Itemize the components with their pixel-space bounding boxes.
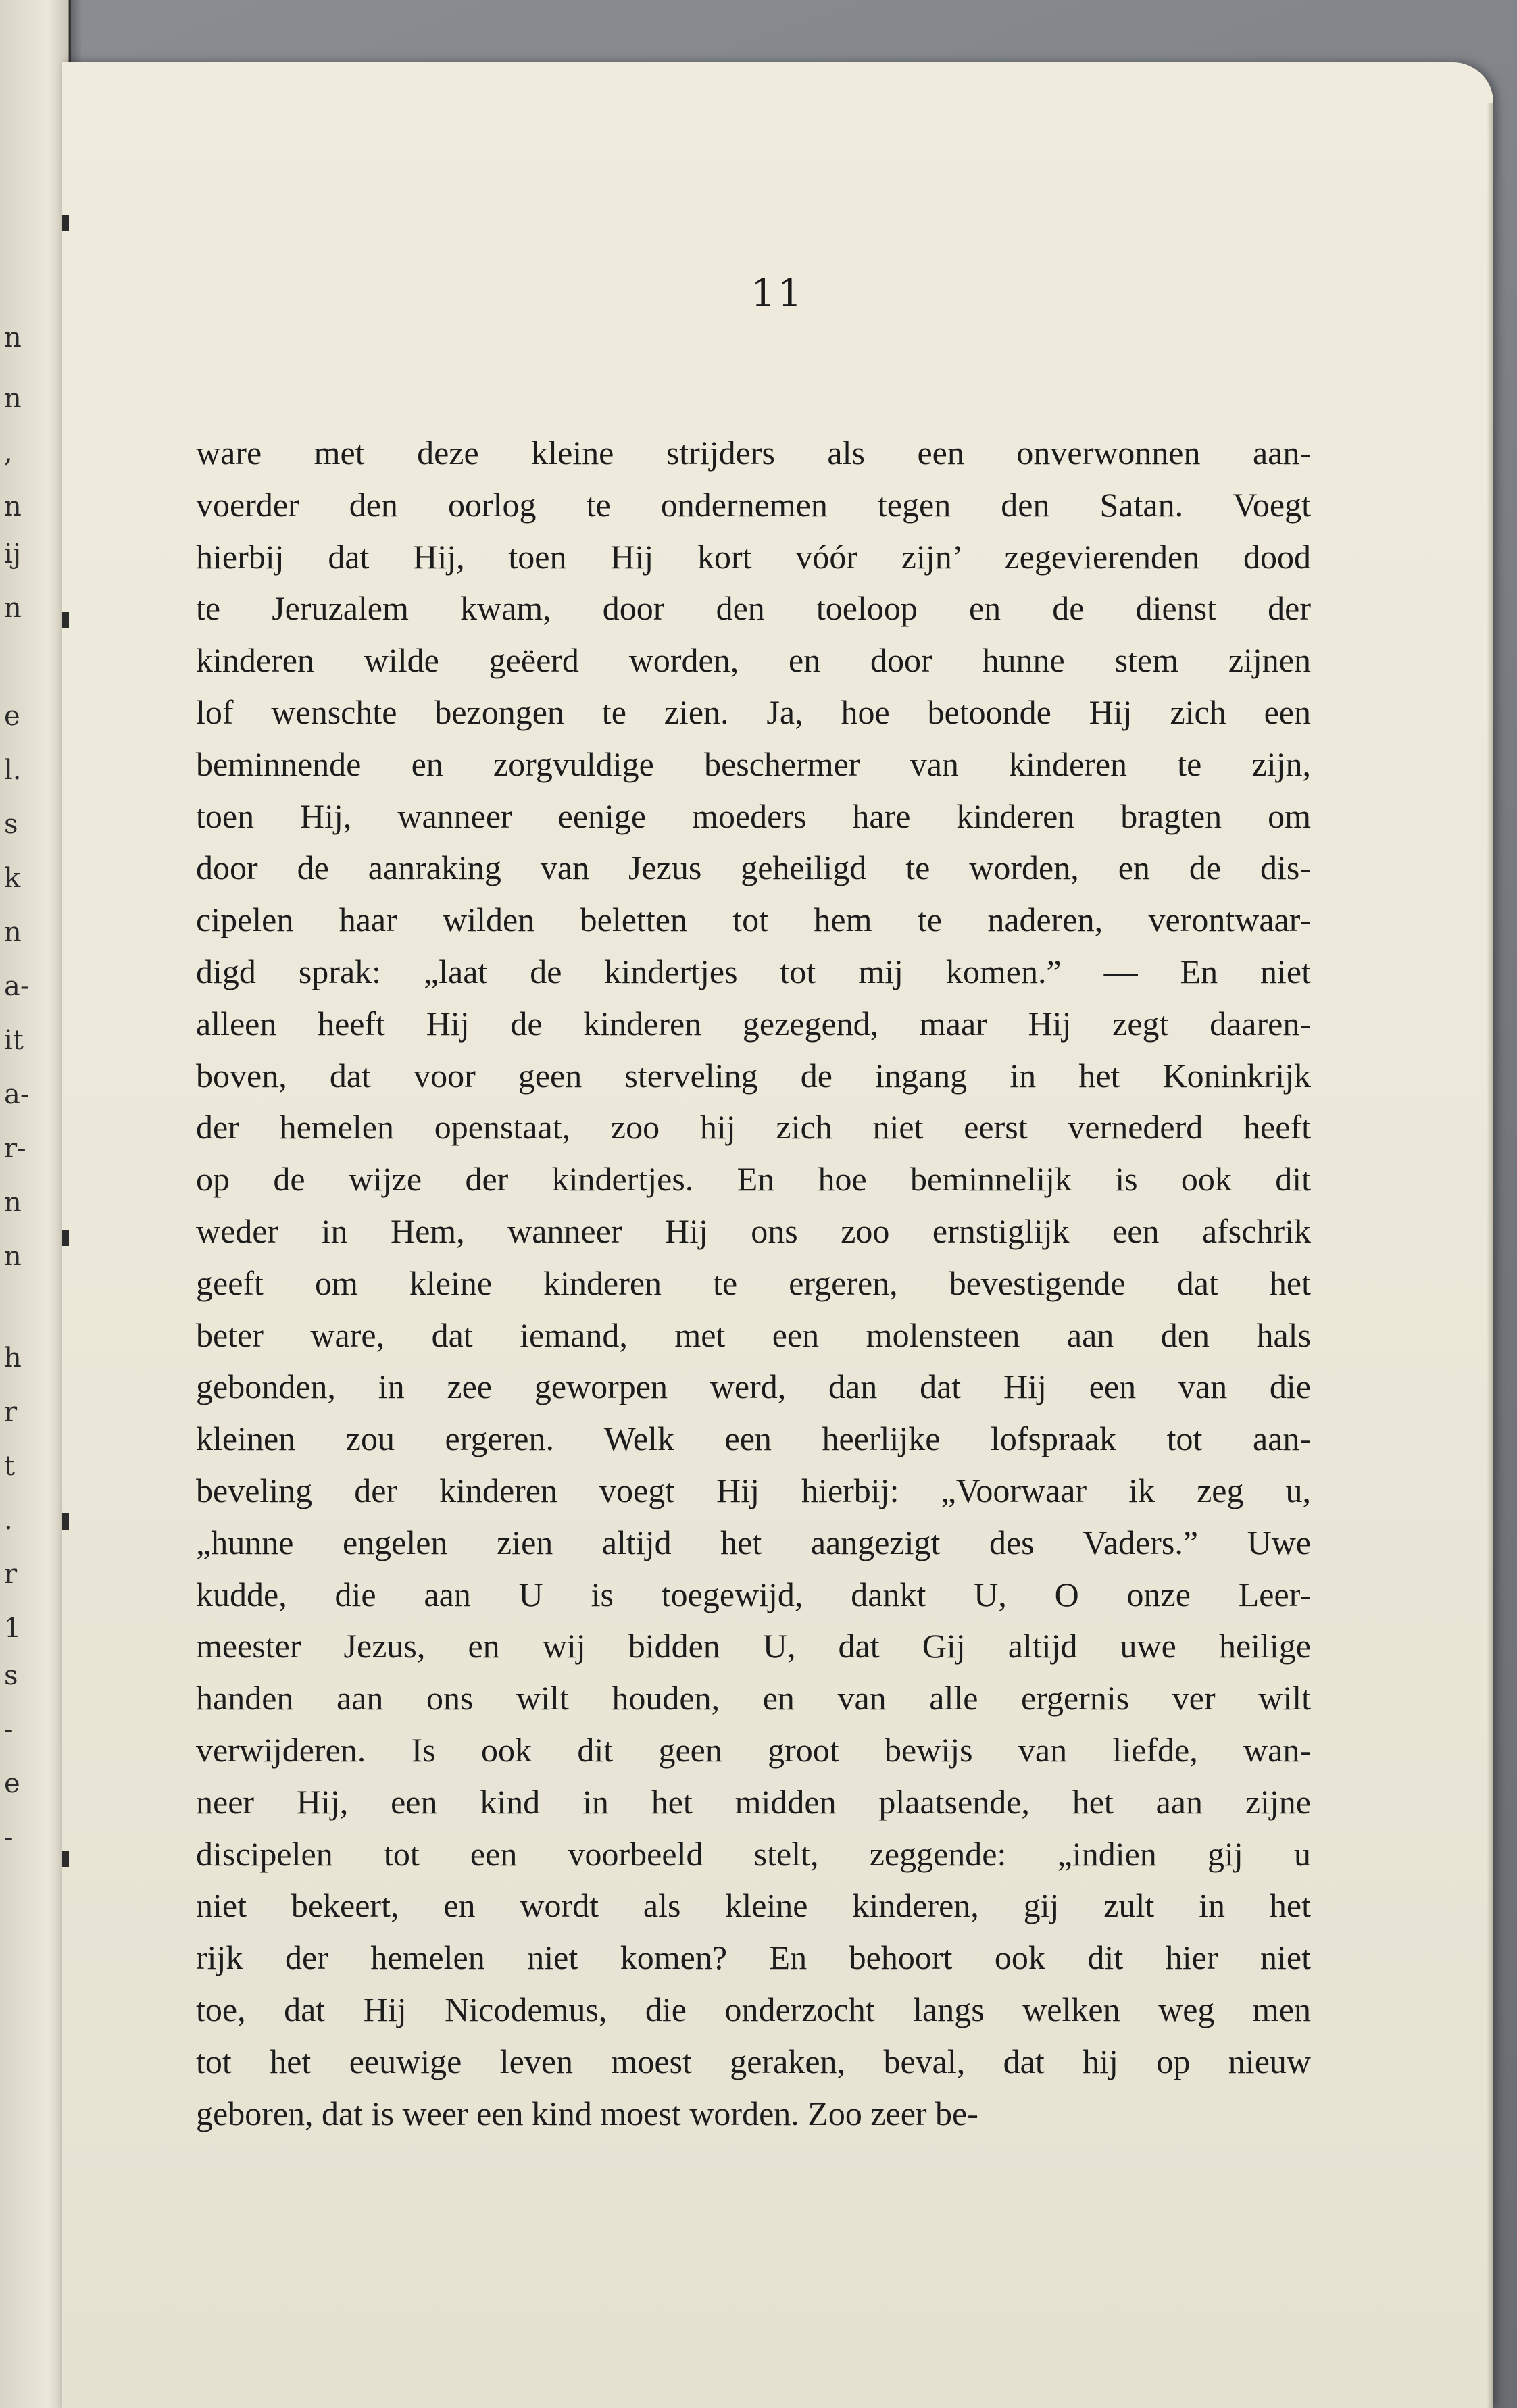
facing-page-letter: ij [4, 538, 22, 570]
facing-page-letter: t [4, 1451, 16, 1482]
text-line: der hemelen openstaat, zoo hij zich niet eerst vernederd heeft [196, 1108, 1311, 1147]
text-line: gebonden, in zee geworpen werd, dan dat Hij een van die [196, 1368, 1311, 1406]
facing-page-letter: k [4, 863, 21, 894]
binding-mark [62, 1851, 69, 1867]
text-line: geboren, dat is weer een kind moest worden. Zoo zeer be- [196, 2094, 978, 2132]
facing-page-letter: it [4, 1025, 24, 1056]
facing-page-letter: r [4, 1559, 18, 1590]
facing-page-letter: r- [4, 1133, 26, 1164]
binding-mark [62, 612, 69, 628]
facing-page-letter: s [4, 1660, 18, 1691]
text-line: geeft om kleine kinderen te ergeren, bevestigende dat het [196, 1263, 1311, 1302]
text-line: boven, dat voor geen sterveling de ingang in het Koninkrijk [196, 1056, 1311, 1095]
facing-page-edge [0, 0, 71, 2408]
facing-page-letter: e [4, 701, 20, 732]
page-body-text [196, 427, 1311, 2139]
facing-page-letter: n [4, 322, 22, 353]
text-line: weder in Hem, wanneer Hij ons zoo ernstiglijk een afschrik [196, 1211, 1311, 1250]
text-line: handen aan ons wilt houden, en van alle ergernis ver wilt [196, 1679, 1311, 1717]
facing-page-letter: n [4, 917, 22, 948]
facing-page-letter: r [4, 1397, 18, 1428]
text-line: beveling der kinderen voegt Hij hierbij: „Voorwaar ik zeg u, [196, 1471, 1311, 1509]
text-line: beminnende en zorgvuldige beschermer van kinderen te zijn, [196, 745, 1311, 783]
text-line: lof wenschte bezongen te zien. Ja, hoe betoonde Hij zich een [196, 693, 1311, 731]
text-line: tot het eeuwige leven moest geraken, beval, dat hij op nieuw [196, 2042, 1311, 2080]
text-line: niet bekeert, en wordt als kleine kinderen, gij zult in het [196, 1886, 1311, 1925]
text-line: te Jeruzalem kwam, door den toeloop en de dienst der [196, 589, 1311, 628]
text-line: toen Hij, wanneer eenige moeders hare kinderen bragten om [196, 797, 1311, 835]
facing-page-letter: s [4, 809, 18, 840]
facing-page-letter: . [4, 1505, 13, 1536]
text-line: neer Hij, een kind in het midden plaatsende, het aan zijne [196, 1782, 1311, 1821]
text-line: alleen heeft Hij de kinderen gezegend, maar Hij zegt daaren- [196, 1004, 1311, 1043]
facing-page-letter: 1 [4, 1613, 22, 1644]
text-line: kudde, die aan U is toegewijd, dankt U, O onze Leer- [196, 1575, 1311, 1613]
facing-page-letter: a- [4, 971, 30, 1002]
facing-page-letter: n [4, 593, 22, 624]
facing-page-letter: - [4, 1714, 14, 1745]
text-line: kleinen zou ergeren. Welk een heerlijke lofspraak tot aan- [196, 1420, 1311, 1458]
page-number: 11 [751, 272, 805, 316]
facing-page-letter: - [4, 1822, 14, 1853]
text-line: verwijderen. Is ook dit geen groot bewijs van liefde, wan- [196, 1730, 1311, 1769]
text-line: beter ware, dat iemand, met een molensteen aan den hals [196, 1315, 1311, 1354]
text-line: „hunne engelen zien altijd het aangezigt des Vaders.” Uwe [196, 1523, 1311, 1561]
binding-mark [62, 1513, 69, 1530]
facing-page-letter: n [4, 383, 22, 414]
text-line: discipelen tot een voorbeeld stelt, zeggende: „indien gij u [196, 1834, 1311, 1873]
binding-mark [62, 1230, 69, 1246]
text-line: rijk der hemelen niet komen? En behoort ook dit hier niet [196, 1938, 1311, 1977]
text-line: door de aanraking van Jezus geheiligd te worden, en de dis- [196, 849, 1311, 887]
facing-page-letter: n [4, 1241, 22, 1272]
facing-page-letter: n [4, 491, 22, 522]
text-line: digd sprak: „laat de kindertjes tot mij komen.” — En niet [196, 952, 1311, 990]
text-line: kinderen wilde geëerd worden, en door hunne stem zijnen [196, 641, 1311, 680]
facing-page-letter: h [4, 1343, 22, 1374]
text-line: voerder den oorlog te ondernemen tegen den Satan. Voegt [196, 485, 1311, 524]
binding-mark [62, 215, 69, 231]
book-page [62, 62, 1493, 2408]
facing-page-letter: a- [4, 1079, 30, 1110]
facing-page-letter: l. [4, 755, 22, 786]
text-line: cipelen haar wilden beletten tot hem te naderen, verontwaar- [196, 901, 1311, 939]
page-edge-shading [1487, 103, 1493, 2408]
facing-page-letter: , [4, 437, 13, 468]
text-line: op de wijze der kindertjes. En hoe beminnelijk is ook dit [196, 1160, 1311, 1199]
text-line: ware met deze kleine strijders als een onverwonnen aan- [196, 434, 1311, 472]
text-line: meester Jezus, en wij bidden U, dat Gij altijd uwe heilige [196, 1627, 1311, 1665]
facing-page-letter: n [4, 1187, 22, 1218]
text-line: toe, dat Hij Nicodemus, die onderzocht langs welken weg men [196, 1990, 1311, 2028]
facing-page-letter: e [4, 1768, 20, 1799]
text-line: hierbij dat Hij, toen Hij kort vóór zijn’ zegevierenden dood [196, 537, 1311, 576]
